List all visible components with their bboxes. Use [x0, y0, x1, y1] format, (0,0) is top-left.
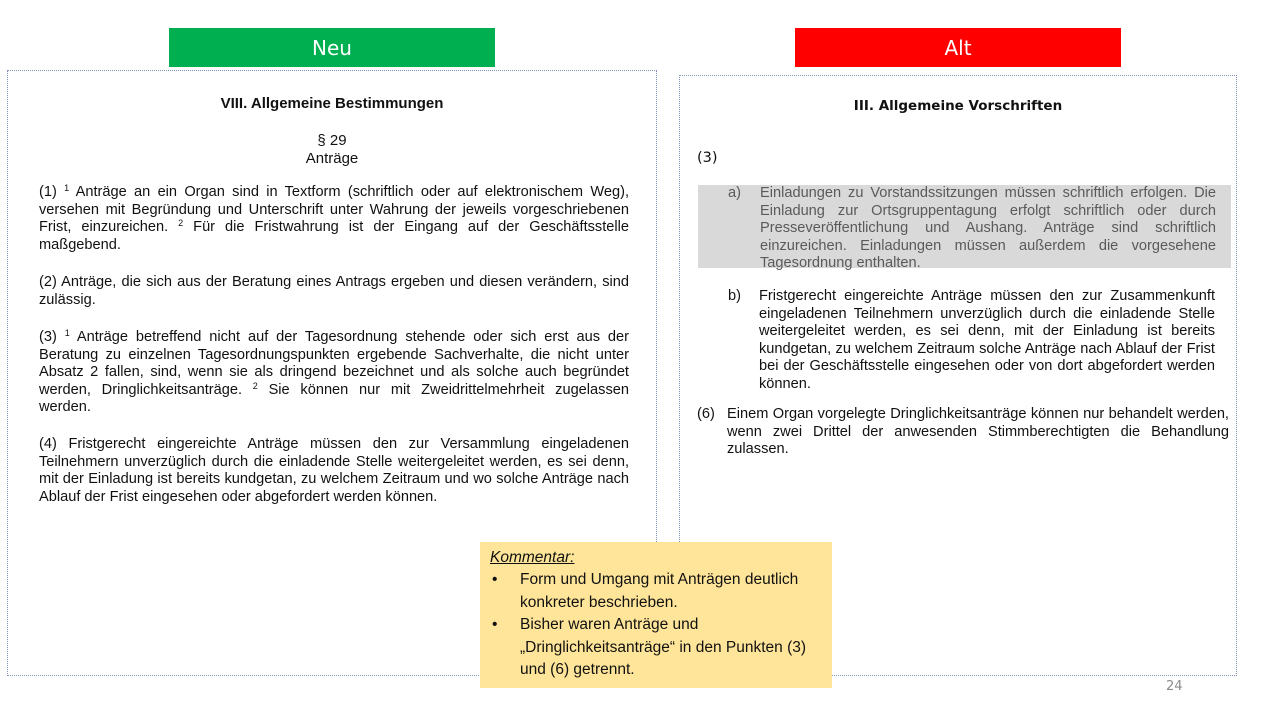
paragraph-number: (3) [39, 329, 57, 345]
new-version-label [169, 28, 495, 67]
comment-box [480, 542, 832, 688]
paragraph-text: Einem Organ vorgelegte Dringlichkeitsanträge können nur behandelt werden, wenn zwei Drittel der anwesenden Stimmberechtigten die Behandlung zulassen. [727, 406, 1229, 458]
item-marker: b) [728, 288, 741, 304]
paragraph-text: Anträge, die sich aus der Beratung eines Antrags ergeben und diesen verändern, sind zulässig. [39, 274, 629, 308]
old-paragraph-6 [697, 406, 1229, 459]
item-text: Fristgerecht eingereichte Anträge müssen den zur Zusammenkunft eingeladenen Teilnehmern unverzüglich durch die einladende Stelle weitergeleitet werden, es sei denn, mit der Einladung ist bereits kundgetan, zu welchem Zeitraum solche Anträge nach Ablauf der Frist bei der Geschäftsstelle eingesehen oder von dort abgefordert werden können. [759, 288, 1215, 392]
comment-item [490, 569, 822, 614]
new-paragraph-2 [39, 274, 629, 309]
old-item-b [728, 288, 1218, 394]
old-item-a-highlighted [698, 185, 1231, 272]
paragraph-number: (4) [39, 436, 57, 452]
bullet-icon: • [492, 616, 498, 634]
new-section-header [8, 132, 656, 168]
section-number: § 29 [317, 132, 347, 149]
new-label-text: Neu [312, 35, 352, 60]
old-chapter-heading: III. Allgemeine Vorschriften [853, 98, 1063, 114]
sentence-text: Anträge betreffend nicht auf der Tagesordnung stehende oder sich erst aus der Beratung zu einzelnen Tagesordnungspunkten ergebende Sachverhalte, die nicht unter Absatz 2 fallen, sind, wenn sie als dringend bezeichnet und als solche auch begründet werden, Dringlichkeitsanträge. [39, 329, 629, 398]
sentence-number: 1 [64, 183, 70, 193]
paragraph-number: (6) [697, 406, 715, 422]
comment-title: Kommentar: [490, 549, 575, 566]
bullet-icon: • [492, 571, 498, 589]
new-chapter-heading: VIII. Allgemeine Bestimmungen [220, 95, 444, 112]
new-paragraph-4 [39, 436, 629, 506]
item-marker: a) [728, 185, 741, 201]
comment-item-text: Form und Umgang mit Anträgen deutlich konkreter beschrieben. [520, 571, 799, 611]
sentence-text: Für die Fristwahrung ist der Eingang auf der Geschäftsstelle maßgebend. [39, 219, 629, 253]
comment-item-text: Bisher waren Anträge und „Dringlichkeitsanträge“ in den Punkten (3) und (6) getrennt. [520, 616, 807, 679]
new-paragraph-1 [39, 184, 629, 254]
old-version-label [795, 28, 1121, 67]
sentence-number: 1 [64, 328, 70, 338]
paragraph-number: (2) [39, 274, 57, 290]
sentence-text: Sie können nur mit Zweidrittelmehrheit zugelassen werden. [39, 381, 629, 416]
new-paragraph-3 [39, 329, 629, 417]
item-text: Einladungen zu Vorstandssitzungen müssen schriftlich erfolgen. Die Einladung zur Ortsgruppentagung erfolgt schriftlich oder durch Presseveröffentlichung und Aushang. Anträge sind schriftlich einzureichen. Einladungen müssen außerdem die vorgesehene Tagesordnung enthalten. [760, 185, 1216, 272]
sentence-text: Anträge an ein Organ sind in Textform (schriftlich oder auf elektronischem Weg), versehen mit Begründung und Unterschrift unter Wahrung der jeweils vorgeschriebenen Frist, einzureichen. [39, 184, 629, 236]
sentence-number: 2 [252, 380, 258, 391]
page-number: 24 [1166, 679, 1183, 694]
paragraph-text: Fristgerecht eingereichte Anträge müssen den zur Versammlung eingeladenen Teilnehmern unverzüglich durch die einladende Stelle weitergeleitet werden, es sei denn, mit der Einladung ist bereits kundgetan, zu welchem Zeitraum und wo solche Anträge nach Ablauf der Frist eingesehen oder abgefordert werden können. [39, 436, 629, 505]
old-paragraph-3-number: (3) [697, 150, 718, 166]
section-title: Anträge [305, 150, 359, 167]
sentence-number: 2 [178, 218, 184, 229]
paragraph-number: (1) [39, 184, 57, 200]
comment-item [490, 614, 822, 681]
old-label-text: Alt [944, 35, 972, 60]
